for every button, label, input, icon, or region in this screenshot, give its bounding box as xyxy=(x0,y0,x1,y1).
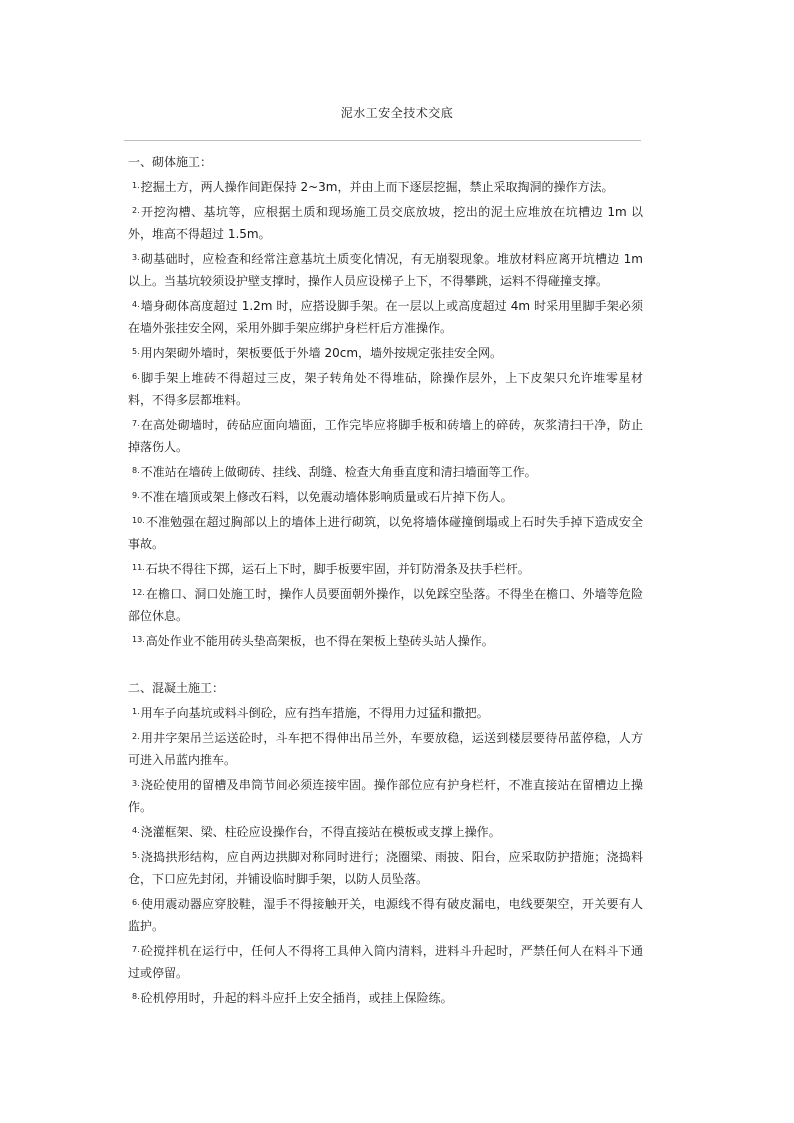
item-text: 砌基础时，应检查和经常注意基坑土质变化情况，有无崩裂现象。堆放材料应离开坑槽边 1m 以上。当基坑较须设护壁支撑时，操作人员应设梯子上下，不得攀跳，运料不得碰撞支撑。 xyxy=(128,252,643,288)
list-item xyxy=(128,986,643,1009)
list-item xyxy=(128,629,643,652)
item-text: 石块不得往下掷，运石上下时，脚手板要牢固，并钉防滑条及扶手栏杆。 xyxy=(145,562,530,576)
section-concrete-items xyxy=(128,701,643,1009)
item-text: 使用震动器应穿胶鞋，湿手不得接触开关，电源线不得有破皮漏电，电线要架空，开关要有人监护。 xyxy=(128,897,643,933)
item-number: 3. xyxy=(132,779,140,788)
list-item xyxy=(128,820,643,843)
list-item xyxy=(128,510,643,555)
section-heading-concrete: 二、混凝土施工： xyxy=(128,681,225,695)
section-gap xyxy=(128,652,643,678)
item-number: 10. xyxy=(132,516,145,525)
list-item xyxy=(128,341,643,364)
item-text: 浇砼使用的留槽及串筒节间必须连接牢固。操作部位应有护身栏杆，不准直接站在留槽边上操作。 xyxy=(128,778,643,814)
item-text: 不准站在墙砖上做砌砖、挂线、刮缝、检查大角垂直度和清扫墙面等工作。 xyxy=(140,465,537,479)
item-text: 浇捣拱形结构，应自两边拱脚对称同时进行；浇圈梁、雨披、阳台，应采取防护措施；浇捣料仓，下口应先封闭，并铺设临时脚手架，以防人员坠落。 xyxy=(128,850,643,886)
list-item xyxy=(128,413,643,458)
item-text: 开挖沟槽、基坑等，应根据土质和现场施工员交底放坡，挖出的泥土应堆放在坑槽边 1m 以外，堆高不得超过 1.5m。 xyxy=(128,205,643,241)
item-number: 8. xyxy=(132,992,140,1001)
item-text: 不准在墙顶或架上修改石料，以免震动墙体影响质量或石片掉下伤人。 xyxy=(140,490,513,504)
item-text: 浇灌框架、梁、柱砼应设操作台，不得直接站在模板或支撑上操作。 xyxy=(140,825,501,839)
list-item xyxy=(128,247,643,292)
item-number: 3. xyxy=(132,253,140,262)
list-item xyxy=(128,460,643,483)
item-number: 8. xyxy=(132,466,140,475)
list-item xyxy=(128,773,643,818)
document-title: 泥水工安全技术交底 xyxy=(340,106,454,120)
item-text: 脚手架上堆砖不得超过三皮，架子转角处不得堆砧，除操作层外，上下皮架只允许堆零星材料，不得多层都堆料。 xyxy=(128,371,643,407)
item-number: 6. xyxy=(132,372,140,381)
item-text: 砼机停用时，升起的料斗应扦上安全插肖，或挂上保险练。 xyxy=(140,991,453,1005)
item-text: 用内架砌外墙时，架板要低于外墙 20cm，墙外按规定张挂安全网。 xyxy=(140,346,503,360)
item-text: 墙身砌体高度超过 1.2m 时，应搭设脚手架。在一层以上或高度超过 4m 时采用里脚手架必须在墙外张挂安全网，采用外脚手架应绑护身栏杆后方准操作。 xyxy=(128,299,643,335)
list-item xyxy=(128,485,643,508)
list-item xyxy=(128,701,643,724)
item-number: 1. xyxy=(132,707,140,716)
item-number: 2. xyxy=(132,732,140,741)
item-text: 砼搅拌机在运行中，任何人不得将工具伸入筒内清料，进料斗升起时，严禁任何人在料斗下通过或停留。 xyxy=(128,944,643,980)
list-item xyxy=(128,557,643,580)
item-text: 挖掘土方，两人操作间距保持 2~3m，并由上而下逐层挖掘，禁止采取掏洞的操作方法。 xyxy=(140,180,614,194)
item-number: 12. xyxy=(132,588,145,597)
list-item xyxy=(128,366,643,411)
item-number: 5. xyxy=(132,347,140,356)
item-number: 5. xyxy=(132,851,140,860)
item-text: 高处作业不能用砖头垫高架板，也不得在架板上垫砖头站人操作。 xyxy=(145,634,494,648)
list-item xyxy=(128,726,643,771)
list-item xyxy=(128,939,643,984)
item-number: 9. xyxy=(132,491,140,500)
list-item xyxy=(128,175,643,198)
item-number: 11. xyxy=(132,563,145,572)
item-number: 1. xyxy=(132,181,140,190)
item-number: 6. xyxy=(132,898,140,907)
item-text: 用井字架吊兰运送砼时，斗车把不得伸出吊兰外，车要放稳，运送到楼层要待吊蓝停稳，人方可进入吊蓝内推车。 xyxy=(128,731,643,767)
list-item xyxy=(128,845,643,890)
item-number: 4. xyxy=(132,826,140,835)
item-number: 13. xyxy=(132,635,145,644)
item-text: 不准勉强在超过胸部以上的墙体上进行砌筑，以免将墙体碰撞倒塌或上石时失手掉下造成安全事故。 xyxy=(128,515,643,551)
title-divider xyxy=(124,140,641,141)
item-text: 在高处砌墙时，砖砧应面向墙面，工作完毕应将脚手板和砖墙上的碎砖，灰浆清扫干净，防止掉落伤人。 xyxy=(128,418,643,454)
item-number: 4. xyxy=(132,300,140,309)
list-item xyxy=(128,200,643,245)
item-number: 7. xyxy=(132,945,140,954)
item-number: 7. xyxy=(132,419,140,428)
list-item xyxy=(128,892,643,937)
list-item xyxy=(128,582,643,627)
item-number: 2. xyxy=(132,206,140,215)
item-text: 用车子向基坑或料斗倒砼，应有挡车措施，不得用力过猛和撒把。 xyxy=(140,706,489,720)
section-heading-masonry: 一、砌体施工： xyxy=(128,155,213,169)
list-item xyxy=(128,294,643,339)
document-body xyxy=(128,152,643,1009)
section-masonry-items xyxy=(128,175,643,652)
item-text: 在檐口、洞口处施工时，操作人员要面朝外操作，以免踩空坠落。不得坐在檐口、外墙等危险部位休息。 xyxy=(128,587,643,623)
